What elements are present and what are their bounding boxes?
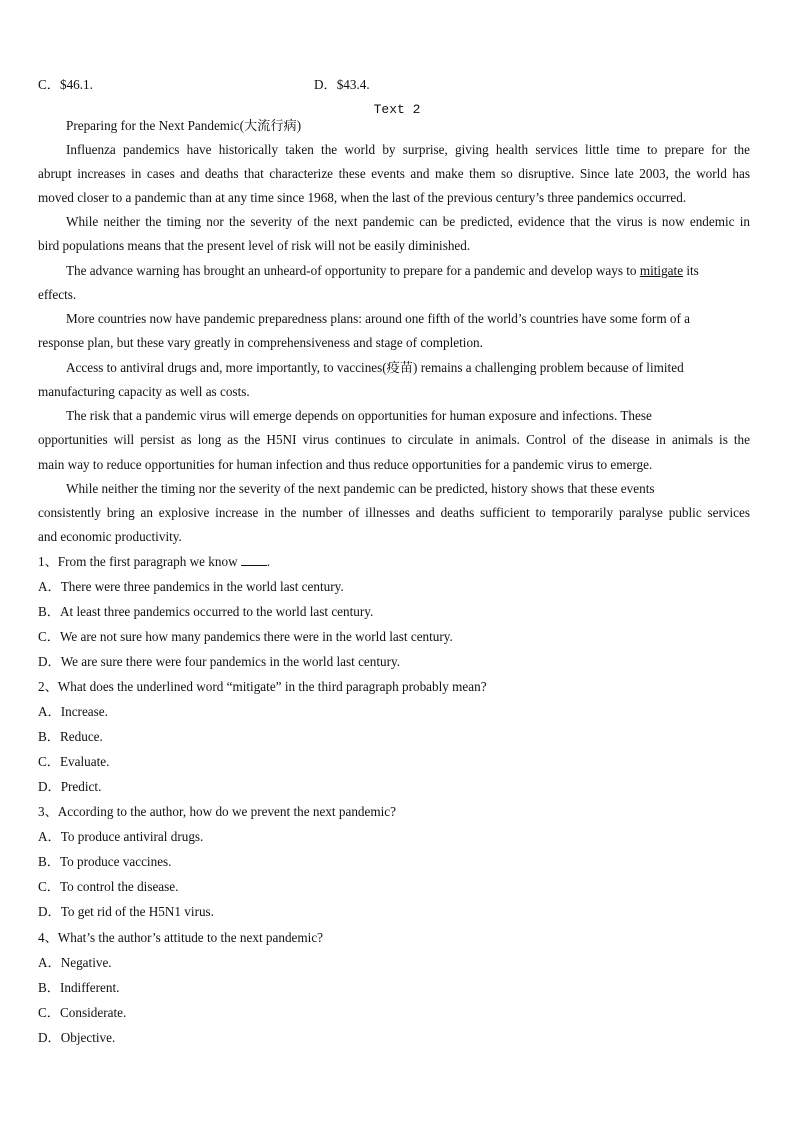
question-1-text: 1、From the first paragraph we know — [38, 554, 241, 569]
paragraph-5-line-1: Access to antiviral drugs and, more importantly, to vaccines(疫苗) remains a challenging problem because of limited — [66, 360, 684, 375]
question-2-option-d: D．Predict. — [38, 779, 102, 794]
question-2-stem: 2、What does the underlined word “mitigate” in the third paragraph probably mean? — [38, 679, 487, 694]
question-3-option-c: C．To control the disease. — [38, 879, 179, 894]
question-2-option-c: C．Evaluate. — [38, 754, 110, 769]
section-title: Text 2 — [373, 102, 421, 117]
paragraph-3-text-a: The advance warning has brought an unheard-of opportunity to prepare for a pandemic and develop ways to — [66, 263, 640, 278]
question-1-tail: . — [266, 554, 271, 569]
paragraph-7-line-3: and economic productivity. — [38, 529, 182, 544]
question-4-option-b: B．Indifferent. — [38, 980, 120, 995]
question-1-option-b: B．At least three pandemics occurred to the world last century. — [38, 604, 374, 619]
question-1-option-d: D．We are sure there were four pandemics in the world last century. — [38, 654, 401, 669]
paragraph-3-text-b: its — [683, 263, 699, 278]
question-4-stem: 4、What’s the author’s attitude to the next pandemic? — [38, 930, 324, 945]
question-1-stem — [38, 553, 270, 571]
paragraph-1-line-1: Influenza pandemics have historically taken the world by surprise, giving health services little time to prepare for the — [66, 142, 750, 157]
passage-heading: Preparing for the Next Pandemic(大流行病) — [66, 118, 302, 133]
question-1-option-c: C．We are not sure how many pandemics there were in the world last century. — [38, 629, 453, 644]
question-3-option-d: D．To get rid of the H5N1 virus. — [38, 904, 214, 919]
paragraph-4-line-2: response plan, but these vary greatly in comprehensiveness and stage of completion. — [38, 335, 483, 350]
paragraph-6-line-3: main way to reduce opportunities for human infection and thus reduce opportunities for a pandemic virus to emerge. — [38, 457, 653, 472]
paragraph-5-line-2: manufacturing capacity as well as costs. — [38, 384, 250, 399]
option-d: D．$43.4. — [314, 77, 370, 92]
question-3-option-a: A．To produce antiviral drugs. — [38, 829, 204, 844]
paragraph-6-line-2: opportunities will persist as long as the H5NI virus continues to circulate in animals. Control of the disease in animals is the — [38, 432, 750, 447]
answer-blank — [241, 554, 267, 566]
option-c: C．$46.1. — [38, 77, 93, 92]
prev-question-options — [38, 76, 370, 94]
paragraph-1-line-2: abrupt increases in cases and deaths that characterize these events and make them so disruptive. Since late 2003, the world has — [38, 166, 750, 181]
paragraph-3-line-2: effects. — [38, 287, 77, 302]
question-2-option-b: B．Reduce. — [38, 729, 103, 744]
paragraph-4-line-1: More countries now have pandemic preparedness plans: around one fifth of the world’s countries have some form of a — [66, 311, 691, 326]
question-4-option-d: D．Objective. — [38, 1030, 116, 1045]
paragraph-7-line-2: consistently bring an explosive increase in the number of illnesses and deaths sufficient to temporarily paralyse public services — [38, 505, 750, 520]
paragraph-2-line-2: bird populations means that the present level of risk will not be easily diminished. — [38, 238, 471, 253]
question-1-option-a: A．There were three pandemics in the world last century. — [38, 579, 344, 594]
paragraph-2-line-1: While neither the timing nor the severity of the next pandemic can be predicted, evidence that the virus is now endemic in — [66, 214, 750, 229]
question-4-option-c: C．Considerate. — [38, 1005, 127, 1020]
question-4-option-a: A．Negative. — [38, 955, 112, 970]
question-3-stem: 3、According to the author, how do we prevent the next pandemic? — [38, 804, 396, 819]
underlined-word-mitigate: mitigate — [639, 263, 684, 278]
question-3-option-b: B．To produce vaccines. — [38, 854, 172, 869]
paragraph-6-line-1: The risk that a pandemic virus will emerge depends on opportunities for human exposure and infections. These — [66, 408, 652, 423]
paragraph-3-line-1 — [38, 262, 699, 280]
paragraph-7-line-1: While neither the timing nor the severity of the next pandemic can be predicted, history shows that these events — [66, 481, 655, 496]
paragraph-1-line-3: moved closer to a pandemic than at any time since 1968, when the last of the previous century’s three pandemics occurred. — [38, 190, 687, 205]
question-2-option-a: A．Increase. — [38, 704, 108, 719]
